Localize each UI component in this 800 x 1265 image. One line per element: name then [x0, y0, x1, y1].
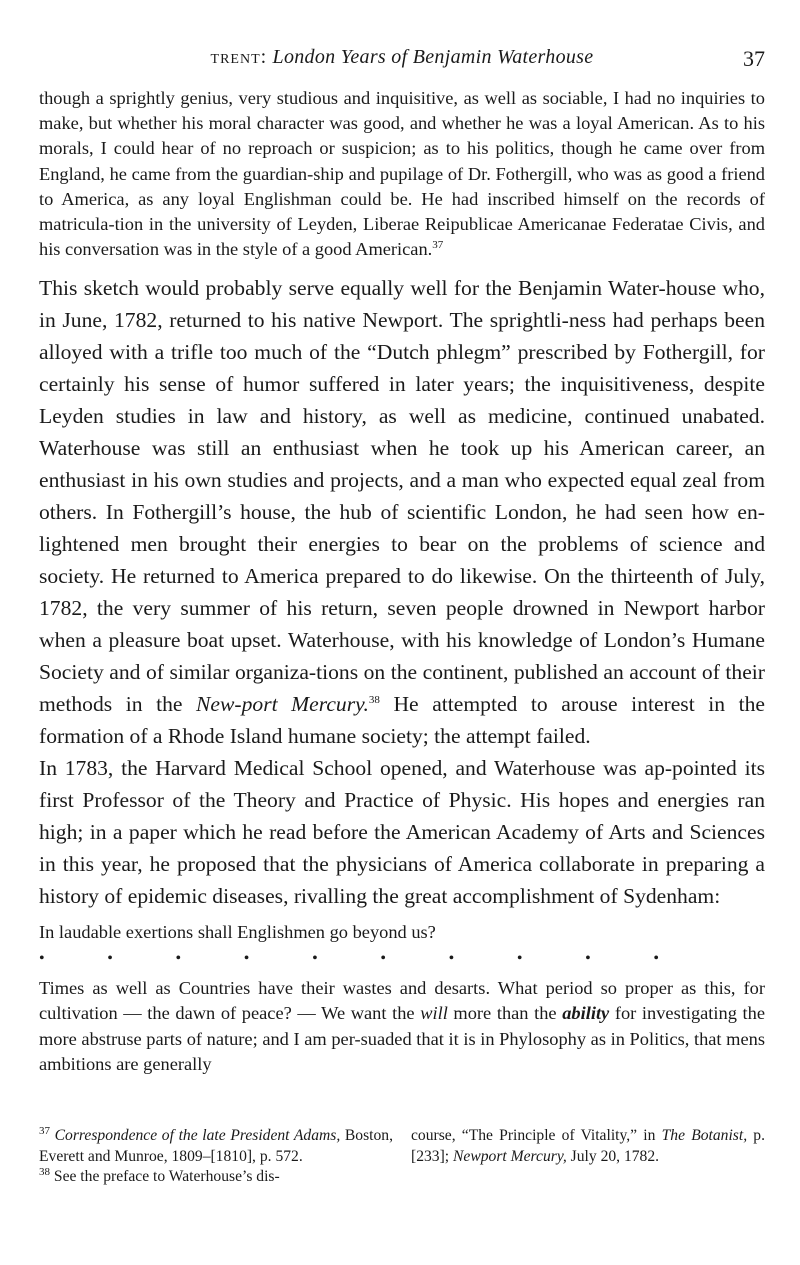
ellipsis-dot: • [380, 949, 386, 967]
running-head-text [39, 46, 765, 69]
body-paragraph-2 [39, 752, 765, 912]
ellipsis-dot: • [585, 949, 591, 967]
footnote-37-title: Correspondence of the late President Adams, [54, 1127, 341, 1144]
body-paragraph-1 [39, 272, 765, 752]
footnote-38-text: See the preface to Waterhouse’s dis- [50, 1168, 280, 1185]
quote-text-b: more than the [447, 1003, 563, 1024]
footnote-37-text: Boston, Everett and Munroe, 1809–[1810], p. 572. [39, 1127, 393, 1165]
running-head-author: trent: [210, 46, 268, 68]
page [39, 40, 765, 1077]
quote-line-1: In laudable exertions shall Englishmen go beyond us? [39, 922, 436, 943]
footnote-38-cont-text-a: course, “The Principle of Vitality,” in [411, 1127, 662, 1144]
running-head-title: London Years of Benjamin Waterhouse [272, 46, 594, 68]
footnote-38-continued [411, 1126, 765, 1167]
ellipsis-dot: • [448, 949, 455, 967]
footnotes-left-column [39, 1126, 393, 1188]
paragraph-2-text: In 1783, the Harvard Medical School opened, and Waterhouse was ap-pointed its first Professor of the Theory and Practice of Physic. His hopes and energies ran high; in a paper which he read before the American Academy of Arts and Sciences in this year, he proposed that the physicians of America collaborate in preparing a history of epidemic diseases, rivalling the great accomplishment of Sydenham: [39, 756, 765, 909]
paragraph-1-text-b: He attempted to arouse interest in the formation of a Rhode Island humane society; the attempt failed. [39, 692, 765, 749]
ellipsis-dot: • [312, 949, 318, 967]
footnote-ref-37: 37 [432, 239, 444, 252]
extract-quotation [39, 86, 765, 262]
page-number: 37 [743, 46, 765, 71]
ellipsis-dot: • [243, 949, 250, 967]
footnotes [39, 1126, 765, 1188]
footnote-37-marker: 37 [39, 1124, 50, 1137]
quote-first-line [39, 920, 765, 945]
ellipsis-dot: • [107, 949, 113, 967]
running-head [39, 40, 765, 76]
footnote-ref-38: 38 [368, 694, 380, 707]
ellipsis-dot: • [39, 949, 45, 967]
quote-text-c: for investigating the more abstruse parts of nature; and I am per-suaded that it is in Phylosophy as in Politics, that mens ambitions are generally [39, 1003, 765, 1075]
ellipsis-dot: • [175, 949, 182, 967]
footnote-38 [39, 1167, 393, 1188]
footnote-38-cont-text-b: p. [233]; [411, 1127, 766, 1165]
extract-text: though a sprightly genius, very studious and inquisitive, as well as sociable, I had no inquiries to make, but whether his moral character was good, and whether he was a loyal American. As to his morals, I could hear of no reproach or suspicion; as to his politics, though he came over from England, he came from the guardian-ship and pupilage of Dr. Fothergill, who was as good a friend to America, as any loyal Englishman could be. He had inscribed himself on the records of matricula-tion in the university of Leyden, Liberae Reipublicae Americanae Federatae Civis, and his conversation was in the style of a good American. [39, 88, 765, 260]
footnote-37 [39, 1126, 393, 1167]
quote-ellipsis [39, 950, 671, 968]
newport-mercury-title: New-port Mercury. [196, 692, 369, 717]
quote-text-a: Times as well as Countries have their wastes and desarts. What period so proper as this, for cultivation — the dawn of peace? — We want the [39, 977, 765, 1024]
quote-will: will [420, 1003, 448, 1024]
footnote-38-cont-text-c: July 20, 1782. [566, 1147, 660, 1165]
quote-paragraph [39, 976, 765, 1078]
ellipsis-dot: • [653, 949, 659, 967]
ellipsis-dot: • [516, 949, 523, 967]
footnotes-right-column [411, 1126, 765, 1188]
quote-ability: ability [562, 1003, 610, 1024]
paragraph-1-text-a: This sketch would probably serve equally well for the Benjamin Water-house who, in June, 1782, returned to his native Newport. The sprightli-ness had perhaps been alloyed with a trifle too much of the “Dutch phlegm” prescribed by Fothergill, for certainly his sense of humor suffered in later years; the inquisitiveness, despite Leyden studies in law and history, as well as medicine, continued unabated. Waterhouse was still an enthusiast when he took up his American career, an enthusiast in his own studies and projects, and a man who expected equal zeal from others. In Fothergill’s house, the hub of scientific London, he had seen how en-lightened men brought their energies to bear on the problems of science and society. He returned to America prepared to do likewise. On the thirteenth of July, 1782, the very summer of his return, seven people drowned in Newport harbor when a pleasure boat upset. Waterhouse, with his knowledge of London’s Humane Society and of similar organiza-tions on the continent, published an account of their methods in the [39, 276, 765, 717]
footnote-38-botanist: The Botanist, [661, 1127, 748, 1144]
footnote-38-newport-mercury: Newport Mercury, [453, 1147, 567, 1165]
footnote-38-marker: 38 [39, 1165, 50, 1178]
